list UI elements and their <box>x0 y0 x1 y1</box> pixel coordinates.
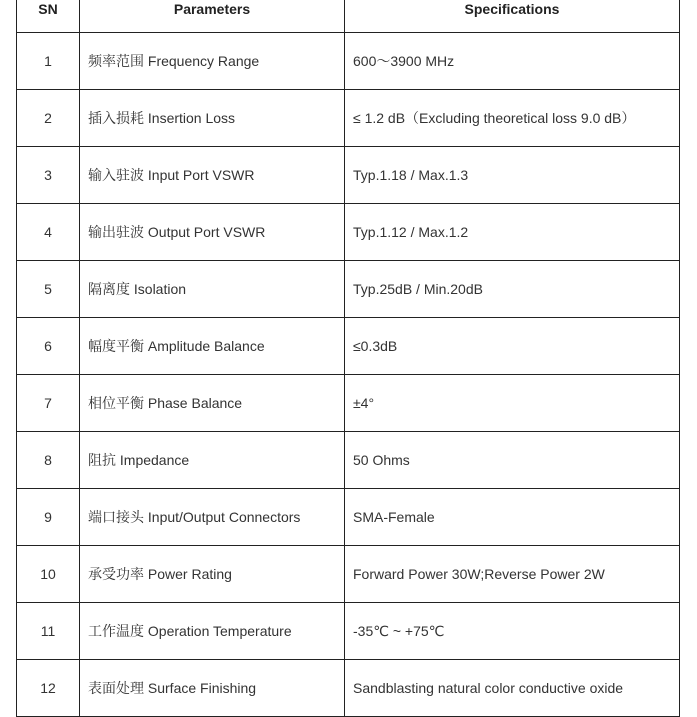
row-specification: ≤ 1.2 dB（Excluding theoretical loss 9.0 dB） <box>345 90 680 147</box>
row-sn: 12 <box>17 660 80 717</box>
table-row <box>17 33 680 90</box>
row-parameter: 表面处理 Surface Finishing <box>80 660 345 717</box>
table-header-row <box>17 0 680 33</box>
row-sn: 11 <box>17 603 80 660</box>
table-row <box>17 432 680 489</box>
row-parameter: 隔离度 Isolation <box>80 261 345 318</box>
header-sn: SN <box>17 0 80 33</box>
row-parameter: 插入损耗 Insertion Loss <box>80 90 345 147</box>
table-row <box>17 204 680 261</box>
row-parameter: 端口接头 Input/Output Connectors <box>80 489 345 546</box>
row-sn: 8 <box>17 432 80 489</box>
table-row <box>17 261 680 318</box>
table-row <box>17 90 680 147</box>
row-specification: Typ.1.18 / Max.1.3 <box>345 147 680 204</box>
row-specification: Forward Power 30W;Reverse Power 2W <box>345 546 680 603</box>
row-sn: 5 <box>17 261 80 318</box>
row-parameter: 幅度平衡 Amplitude Balance <box>80 318 345 375</box>
table-row <box>17 603 680 660</box>
row-sn: 2 <box>17 90 80 147</box>
header-parameters: Parameters <box>80 0 345 33</box>
table-row <box>17 375 680 432</box>
row-specification: Typ.25dB / Min.20dB <box>345 261 680 318</box>
row-parameter: 频率范围 Frequency Range <box>80 33 345 90</box>
row-sn: 3 <box>17 147 80 204</box>
row-sn: 1 <box>17 33 80 90</box>
row-specification: Typ.1.12 / Max.1.2 <box>345 204 680 261</box>
row-specification: 50 Ohms <box>345 432 680 489</box>
row-sn: 7 <box>17 375 80 432</box>
row-parameter: 工作温度 Operation Temperature <box>80 603 345 660</box>
row-parameter: 输入驻波 Input Port VSWR <box>80 147 345 204</box>
header-specifications: Specifications <box>345 0 680 33</box>
table-row <box>17 489 680 546</box>
row-parameter: 输出驻波 Output Port VSWR <box>80 204 345 261</box>
table-row <box>17 318 680 375</box>
row-sn: 4 <box>17 204 80 261</box>
row-sn: 10 <box>17 546 80 603</box>
row-parameter: 相位平衡 Phase Balance <box>80 375 345 432</box>
row-sn: 6 <box>17 318 80 375</box>
row-specification: SMA-Female <box>345 489 680 546</box>
table-row <box>17 147 680 204</box>
row-parameter: 承受功率 Power Rating <box>80 546 345 603</box>
row-specification: 600～3900 MHz <box>345 33 680 90</box>
row-specification: Sandblasting natural color conductive oxide <box>345 660 680 717</box>
specifications-table <box>16 0 680 717</box>
table-row <box>17 546 680 603</box>
row-specification: -35℃ ~ +75℃ <box>345 603 680 660</box>
row-parameter: 阻抗 Impedance <box>80 432 345 489</box>
table-row <box>17 660 680 717</box>
row-sn: 9 <box>17 489 80 546</box>
row-specification: ±4° <box>345 375 680 432</box>
row-specification: ≤0.3dB <box>345 318 680 375</box>
